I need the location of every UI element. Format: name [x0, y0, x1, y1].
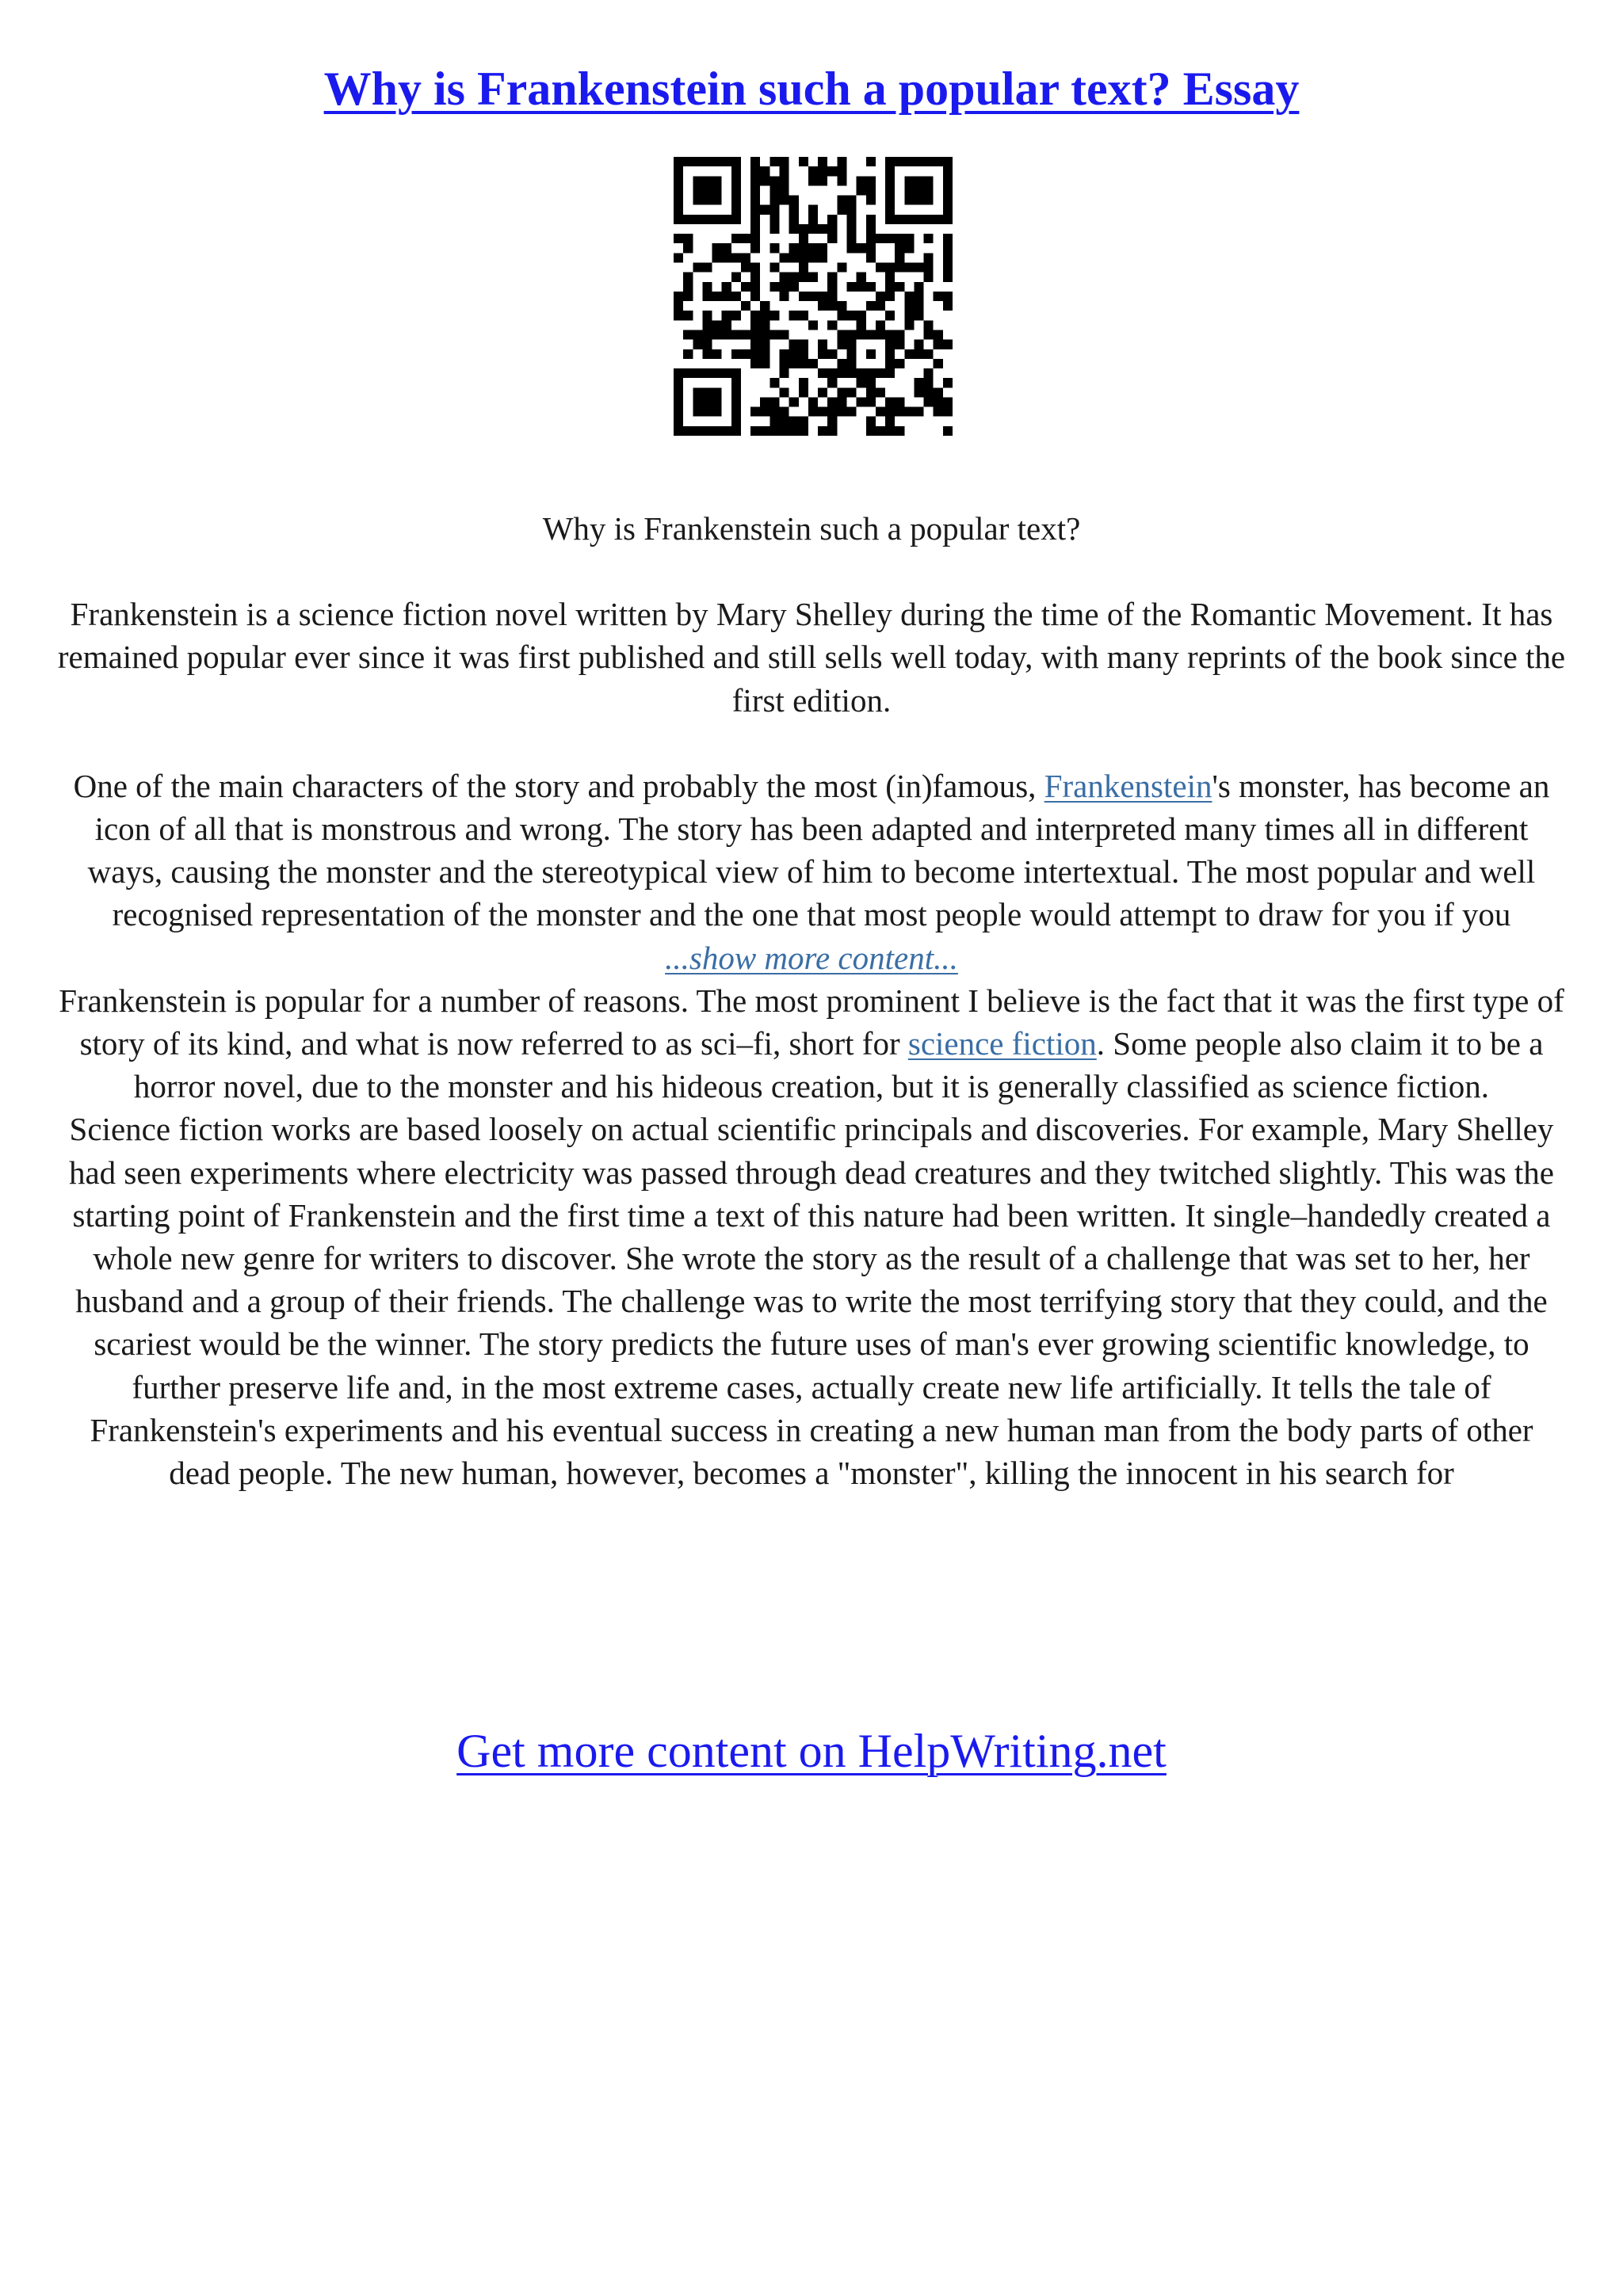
paragraph-science-fiction: Science fiction works are based loosely on actual scientific principals and discoveries. For example, Mary Shelley had seen experiments where electricity was passed through dead creatures and they twitched slightly. This was the starting point of Frankenstein and the first time a text of this nature had been written. It single–handedly created a whole new genre for writers to discover. She wrote the story as the result of a challenge that was set to her, her husband and a group of their friends. The challenge was to write the most terrifying story that they could, and the scariest would be the winner. The story predicts the future uses of man's ever growing scientific knowledge, to further preserve life and, in the most extreme cases, actually create new life artificially. It tells the tale of Frankenstein's experiments and his eventual success in creating a new human man from the body parts of other dead people. The new human, however, becomes a "monster", killing the innocent in his search for [68, 1111, 1554, 1492]
frankenstein-link[interactable]: Frankenstein [1044, 767, 1212, 804]
qr-code-icon [674, 157, 953, 436]
cta-row [0, 1719, 1623, 1783]
paragraph-reasons-text-2: . Some people also claim it to be a horror novel, due to the monster and his hideous creation, but it is generally classified as science fiction. [133, 1025, 1544, 1105]
page-title [0, 57, 1623, 120]
title-link[interactable]: Why is Frankenstein such a popular text? Essay [323, 63, 1300, 115]
intro-paragraph: Frankenstein is a science fiction novel written by Mary Shelley during the time of the Romantic Movement. It has remained popular ever since it was first published and still sells well today, with many reprints of the book since the first edition. [57, 596, 1566, 719]
paragraph-reasons [55, 979, 1568, 1108]
get-more-content-link[interactable]: Get more content on HelpWriting.net [456, 1725, 1167, 1777]
show-more-link[interactable]: ...show more content... [665, 939, 958, 976]
paragraph-monster [55, 765, 1568, 936]
paragraph-reasons-text-1: Frankenstein is popular for a number of reasons. The most prominent I believe is the fact that it was the first type of story of its kind, and what is now referred to as sci–fi, short for [59, 982, 1564, 1062]
show-more-row [55, 936, 1568, 979]
essay-subtitle: Why is Frankenstein such a popular text? [542, 510, 1081, 547]
qr-code-graphic [674, 157, 953, 436]
science-fiction-link[interactable]: science fiction [907, 1025, 1097, 1062]
essay-body [55, 507, 1568, 1494]
paragraph-monster-text-1: One of the main characters of the story and probably the most (in)famous, [73, 767, 1044, 804]
paragraph-monster-text-2: 's monster, has become an icon of all that is monstrous and wrong. The story has been adapted and interpreted many times all in different ways, causing the monster and the stereotypical view of him to become intertextual. The most popular and well recognised representation of the monster and the one that most people would attempt to draw for you if you [87, 767, 1550, 933]
